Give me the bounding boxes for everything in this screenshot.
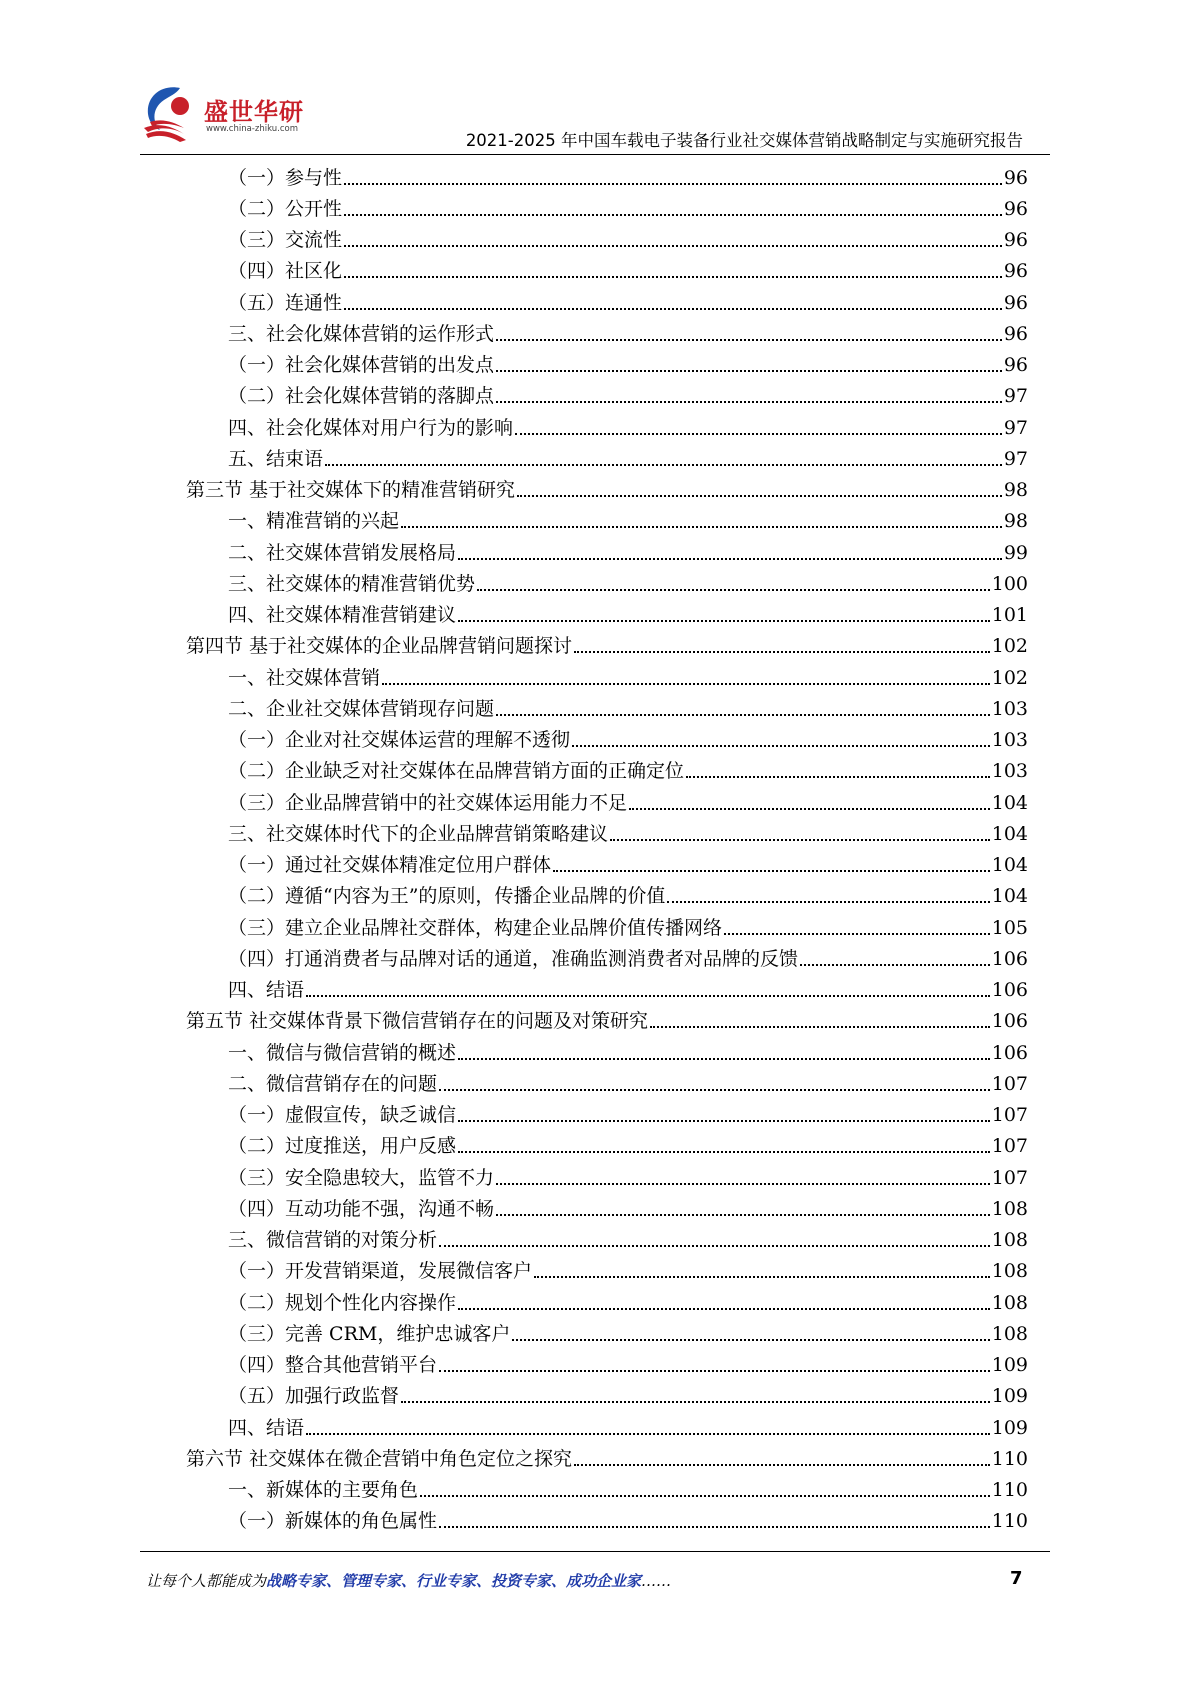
toc-entry-page: 104 [991, 822, 1028, 845]
toc-entry-page: 110 [991, 1510, 1028, 1533]
toc-entry-title: （二）企业缺乏对社交媒体在品牌营销方面的正确定位 [228, 760, 685, 783]
toc-entry-title: （一）社会化媒体营销的出发点 [228, 354, 495, 377]
toc-entry-page: 108 [991, 1197, 1028, 1220]
toc-entry[interactable] [186, 975, 1028, 1006]
toc-entry[interactable] [186, 912, 1028, 943]
toc-entry-page: 96 [1003, 291, 1028, 314]
toc-entry[interactable] [186, 506, 1028, 537]
toc-dot-leader [610, 823, 990, 841]
toc-entry-title: （四）整合其他营销平台 [228, 1354, 438, 1377]
toc-entry[interactable] [186, 881, 1028, 912]
toc-entry[interactable] [186, 1100, 1028, 1131]
toc-dot-leader [401, 1385, 990, 1403]
toc-entry-title: 三、社交媒体时代下的企业品牌营销策略建议 [228, 822, 609, 845]
toc-entry[interactable] [186, 318, 1028, 349]
toc-dot-leader [458, 542, 1002, 560]
toc-entry-page: 106 [991, 947, 1028, 970]
toc-entry-title: （五）加强行政监督 [228, 1385, 400, 1408]
toc-entry-title: 第三节 基于社交媒体下的精准营销研究 [186, 479, 516, 502]
toc-entry-title: 第四节 基于社交媒体的企业品牌营销问题探讨 [186, 635, 573, 658]
logo-url: www.china-zhiku.com [206, 124, 298, 134]
toc-dot-leader [496, 1198, 990, 1216]
toc-entry-page: 104 [991, 791, 1028, 814]
toc-entry[interactable] [186, 600, 1028, 631]
toc-dot-leader [344, 229, 1002, 247]
toc-entry[interactable] [186, 1443, 1028, 1474]
toc-dot-leader [325, 448, 1002, 466]
toc-entry[interactable] [186, 287, 1028, 318]
toc-entry-page: 98 [1003, 510, 1028, 533]
slogan-suffix: …… [641, 1572, 672, 1590]
toc-dot-leader [574, 635, 990, 653]
toc-entry-page: 107 [991, 1104, 1028, 1127]
toc-entry-page: 109 [991, 1416, 1028, 1439]
toc-entry-title: （二）社会化媒体营销的落脚点 [228, 385, 495, 408]
toc-entry-title: （二）规划个性化内容操作 [228, 1291, 457, 1314]
toc-entry-title: 一、微信与微信营销的概述 [228, 1041, 457, 1064]
toc-entry[interactable] [186, 1006, 1028, 1037]
toc-entry-page: 105 [991, 916, 1028, 939]
toc-entry-page: 104 [991, 854, 1028, 877]
toc-entry[interactable] [186, 1381, 1028, 1412]
toc-entry-page: 97 [1003, 447, 1028, 470]
toc-dot-leader [517, 479, 1002, 497]
toc-entry[interactable] [186, 256, 1028, 287]
toc-entry-title: 一、社交媒体营销 [228, 666, 381, 689]
toc-entry[interactable] [186, 850, 1028, 881]
toc-entry-page: 100 [991, 572, 1028, 595]
toc-dot-leader [496, 354, 1002, 372]
toc-entry-page: 96 [1003, 354, 1028, 377]
toc-entry[interactable] [186, 568, 1028, 599]
toc-entry-title: （一）开发营销渠道，发展微信客户 [228, 1260, 533, 1283]
toc-entry-title: （三）交流性 [228, 229, 343, 252]
toc-entry-title: （三）企业品牌营销中的社交媒体运用能力不足 [228, 791, 628, 814]
toc-entry-page: 110 [991, 1479, 1028, 1502]
toc-entry-page: 110 [991, 1447, 1028, 1470]
toc-entry-title: （五）连通性 [228, 291, 343, 314]
toc-entry-page: 96 [1003, 229, 1028, 252]
toc-dot-leader [800, 948, 990, 966]
toc-entry-page: 103 [991, 729, 1028, 752]
toc-entry-title: （一）企业对社交媒体运营的理解不透彻 [228, 729, 571, 752]
toc-dot-leader [439, 1354, 990, 1372]
toc-dot-leader [477, 573, 990, 591]
toc-entry[interactable] [186, 1350, 1028, 1381]
toc-entry[interactable] [186, 1193, 1028, 1224]
logo-name: 盛世华研 [204, 98, 304, 126]
toc-entry[interactable] [186, 475, 1028, 506]
toc-dot-leader [344, 198, 1002, 216]
toc-dot-leader [458, 1104, 990, 1122]
toc-entry-page: 107 [991, 1135, 1028, 1158]
toc-entry[interactable] [186, 1287, 1028, 1318]
toc-entry[interactable] [186, 662, 1028, 693]
toc-entry-title: 五、结束语 [228, 447, 324, 470]
toc-entry[interactable] [186, 1412, 1028, 1443]
toc-dot-leader [401, 510, 1002, 528]
toc-dot-leader [512, 1323, 989, 1341]
toc-entry-page: 98 [1003, 479, 1028, 502]
toc-entry[interactable] [186, 193, 1028, 224]
toc-entry-title: （一）虚假宣传，缺乏诚信 [228, 1104, 457, 1127]
toc-entry-page: 107 [991, 1072, 1028, 1095]
logo-emblem-icon [140, 82, 206, 144]
toc-entry-page: 108 [991, 1260, 1028, 1283]
toc-entry-title: （一）通过社交媒体精准定位用户群体 [228, 854, 552, 877]
toc-dot-leader [574, 1448, 990, 1466]
slogan-prefix: 让每个人都能成为 [146, 1572, 267, 1590]
header-divider [140, 154, 1050, 155]
toc-dot-leader [439, 1510, 990, 1528]
toc-entry-title: 第六节 社交媒体在微企营销中角色定位之探究 [186, 1447, 573, 1470]
toc-entry-page: 106 [991, 1010, 1028, 1033]
toc-dot-leader [382, 667, 990, 685]
toc-entry[interactable] [186, 943, 1028, 974]
toc-entry[interactable] [186, 1225, 1028, 1256]
toc-entry-page: 103 [991, 760, 1028, 783]
page-number: 7 [1010, 1568, 1023, 1589]
toc-entry-page: 108 [991, 1229, 1028, 1252]
toc-entry[interactable] [186, 443, 1028, 474]
toc-entry-page: 97 [1003, 385, 1028, 408]
toc-entry[interactable] [186, 350, 1028, 381]
toc-entry[interactable] [186, 693, 1028, 724]
toc-entry[interactable] [186, 1162, 1028, 1193]
toc-entry-title: （二）公开性 [228, 197, 343, 220]
toc-dot-leader [458, 604, 990, 622]
slogan-highlight: 战略专家、管理专家、行业专家、投资专家、成功企业家 [266, 1572, 642, 1590]
toc-entry-title: 三、社会化媒体营销的运作形式 [228, 322, 495, 345]
toc-dot-leader [629, 792, 990, 810]
toc-entry[interactable] [186, 381, 1028, 412]
toc-entry-title: 二、社交媒体营销发展格局 [228, 541, 457, 564]
toc-entry-page: 96 [1003, 322, 1028, 345]
toc-dot-leader [344, 260, 1002, 278]
toc-entry[interactable] [186, 725, 1028, 756]
toc-entry-page: 96 [1003, 197, 1028, 220]
toc-dot-leader [420, 1479, 990, 1497]
toc-entry-title: （四）打通消费者与品牌对话的通道，准确监测消费者对品牌的反馈 [228, 947, 799, 970]
toc-entry-title: （二）遵循“内容为王”的原则，传播企业品牌的价值 [228, 885, 666, 908]
toc-dot-leader [306, 1417, 990, 1435]
toc-entry[interactable] [186, 412, 1028, 443]
toc-dot-leader [724, 917, 990, 935]
toc-entry[interactable] [186, 1037, 1028, 1068]
toc-entry-title: （一）新媒体的角色属性 [228, 1510, 438, 1533]
toc-dot-leader [344, 167, 1002, 185]
toc-entry-page: 102 [991, 635, 1028, 658]
toc-entry-title: 一、精准营销的兴起 [228, 510, 400, 533]
toc-entry-title: （三）完善 CRM，维护忠诚客户 [228, 1322, 511, 1345]
toc-entry-title: 三、社交媒体的精准营销优势 [228, 572, 476, 595]
toc-dot-leader [344, 292, 1002, 310]
report-title: 2021-2025 年中国车载电子装备行业社交媒体营销战略制定与实施研究报告 [465, 131, 1023, 150]
toc-entry-title: 一、新媒体的主要角色 [228, 1479, 419, 1502]
toc-entry-title: 第五节 社交媒体背景下微信营销存在的问题及对策研究 [186, 1010, 649, 1033]
toc-entry-page: 106 [991, 979, 1028, 1002]
toc-entry-page: 96 [1003, 166, 1028, 189]
toc-entry[interactable] [186, 162, 1028, 193]
toc-entry-page: 109 [991, 1354, 1028, 1377]
toc-entry[interactable] [186, 1318, 1028, 1349]
toc-entry-title: 四、结语 [228, 1416, 305, 1439]
toc-entry[interactable] [186, 818, 1028, 849]
toc-dot-leader [553, 854, 990, 872]
toc-entry[interactable] [186, 1256, 1028, 1287]
toc-entry-title: （二）过度推送，用户反感 [228, 1135, 457, 1158]
company-logo [140, 82, 310, 148]
toc-dot-leader [496, 1167, 990, 1185]
toc-dot-leader [496, 323, 1002, 341]
toc-dot-leader [572, 729, 990, 747]
toc-entry[interactable] [186, 537, 1028, 568]
toc-entry-page: 102 [991, 666, 1028, 689]
toc-entry-title: （一）参与性 [228, 166, 343, 189]
footer-slogan [146, 1570, 671, 1591]
toc-entry-title: 四、结语 [228, 979, 305, 1002]
toc-entry-title: 二、微信营销存在的问题 [228, 1072, 438, 1095]
toc-dot-leader [458, 1042, 990, 1060]
toc-entry[interactable] [186, 1068, 1028, 1099]
toc-entry-page: 101 [991, 604, 1028, 627]
footer-divider [140, 1551, 1050, 1552]
toc-dot-leader [458, 1135, 990, 1153]
toc-entry[interactable] [186, 631, 1028, 662]
toc-dot-leader [458, 1292, 990, 1310]
toc-dot-leader [650, 1010, 990, 1028]
toc-dot-leader [534, 1260, 990, 1278]
toc-entry-page: 109 [991, 1385, 1028, 1408]
toc-entry[interactable] [186, 756, 1028, 787]
table-of-contents [186, 162, 1028, 1537]
toc-entry[interactable] [186, 787, 1028, 818]
toc-entry-page: 108 [991, 1291, 1028, 1314]
toc-dot-leader [686, 760, 990, 778]
toc-entry[interactable] [186, 1506, 1028, 1537]
toc-dot-leader [439, 1073, 990, 1091]
toc-dot-leader [496, 698, 990, 716]
toc-entry-page: 104 [991, 885, 1028, 908]
toc-dot-leader [439, 1229, 990, 1247]
toc-entry-page: 103 [991, 697, 1028, 720]
toc-entry-title: （三）建立企业品牌社交群体，构建企业品牌价值传播网络 [228, 916, 723, 939]
toc-entry-page: 97 [1003, 416, 1028, 439]
toc-dot-leader [667, 885, 989, 903]
toc-entry-title: 四、社会化媒体对用户行为的影响 [228, 416, 514, 439]
toc-entry-title: 四、社交媒体精准营销建议 [228, 604, 457, 627]
toc-entry-title: （四）互动功能不强，沟通不畅 [228, 1197, 495, 1220]
toc-entry-page: 99 [1003, 541, 1028, 564]
toc-entry-title: 二、企业社交媒体营销现存问题 [228, 697, 495, 720]
toc-entry[interactable] [186, 225, 1028, 256]
toc-entry[interactable] [186, 1131, 1028, 1162]
toc-dot-leader [515, 417, 1002, 435]
toc-dot-leader [306, 979, 990, 997]
toc-entry-title: （三）安全隐患较大，监管不力 [228, 1166, 495, 1189]
toc-entry-page: 96 [1003, 260, 1028, 283]
toc-entry[interactable] [186, 1475, 1028, 1506]
toc-dot-leader [496, 385, 1002, 403]
toc-entry-page: 106 [991, 1041, 1028, 1064]
toc-entry-title: （四）社区化 [228, 260, 343, 283]
toc-entry-title: 三、微信营销的对策分析 [228, 1229, 438, 1252]
page-header [0, 0, 1191, 160]
toc-entry-page: 107 [991, 1166, 1028, 1189]
toc-entry-page: 108 [991, 1322, 1028, 1345]
